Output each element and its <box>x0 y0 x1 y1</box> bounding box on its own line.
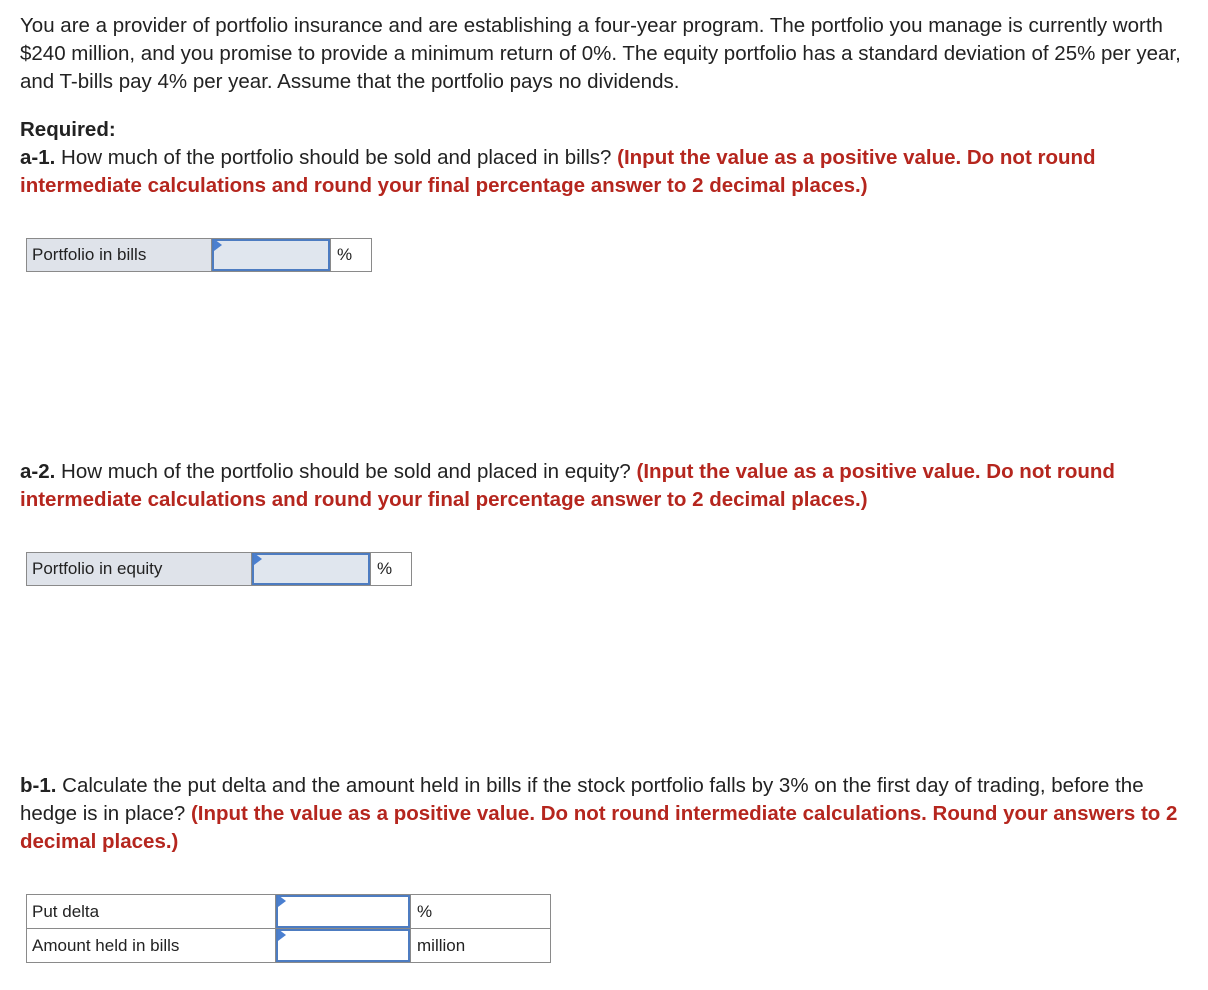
row-label-amount-held-in-bills: Amount held in bills <box>27 929 276 963</box>
portfolio-in-equity-input[interactable] <box>252 553 370 585</box>
table-row <box>27 929 551 963</box>
unit-percent: % <box>331 239 372 272</box>
required-label: Required: <box>20 118 116 141</box>
put-delta-input-cell <box>276 895 411 929</box>
question-a1-number: a-1. <box>20 146 56 169</box>
question-b1-instruction: (Input the value as a positive value. Do not round intermediate calculations. Round your answers to 2 decimal places.) <box>20 802 1178 853</box>
portfolio-in-bills-input-cell <box>212 239 331 272</box>
put-delta-input[interactable] <box>276 895 410 928</box>
row-label-portfolio-in-equity: Portfolio in equity <box>27 553 252 586</box>
answer-table-b1 <box>26 894 551 963</box>
question-b1 <box>20 772 1190 856</box>
question-a1 <box>20 144 1190 200</box>
table-row <box>27 239 372 272</box>
question-a2-number: a-2. <box>20 460 56 483</box>
question-a2 <box>20 458 1190 514</box>
row-label-put-delta: Put delta <box>27 895 276 929</box>
amount-held-in-bills-input-cell <box>276 929 411 963</box>
portfolio-in-equity-input-cell <box>252 553 371 586</box>
portfolio-in-bills-input[interactable] <box>212 239 330 271</box>
unit-percent: % <box>411 895 551 929</box>
question-a2-text: How much of the portfolio should be sold and placed in equity? <box>55 460 637 483</box>
unit-percent: % <box>371 553 412 586</box>
question-a1-instruction: (Input the value as a positive value. Do not round intermediate calculations and round your final percentage answer to 2 decimal places.) <box>20 146 1096 197</box>
question-b1-number: b-1. <box>20 774 57 797</box>
row-label-portfolio-in-bills: Portfolio in bills <box>27 239 212 272</box>
table-row <box>27 553 412 586</box>
answer-table-a1 <box>26 238 372 272</box>
question-a1-text: How much of the portfolio should be sold and placed in bills? <box>55 146 618 169</box>
problem-intro: You are a provider of portfolio insurance and are establishing a four-year program. The portfolio you manage is currently worth $240 million, and you promise to provide a minimum return of 0%. The equity portfolio has a standard deviation of 25% per year, and T-bills pay 4% per year. Assume that the portfolio pays no dividends. <box>20 14 1181 93</box>
amount-held-in-bills-input[interactable] <box>276 929 410 962</box>
answer-table-a2 <box>26 552 412 586</box>
unit-million: million <box>411 929 551 963</box>
question-b1-text: Calculate the put delta and the amount held in bills if the stock portfolio falls by 3% on the first day of trading, before the hedge is in place? <box>20 774 1144 825</box>
question-a2-instruction: (Input the value as a positive value. Do not round intermediate calculations and round your final percentage answer to 2 decimal places.) <box>20 460 1115 511</box>
table-row <box>27 895 551 929</box>
